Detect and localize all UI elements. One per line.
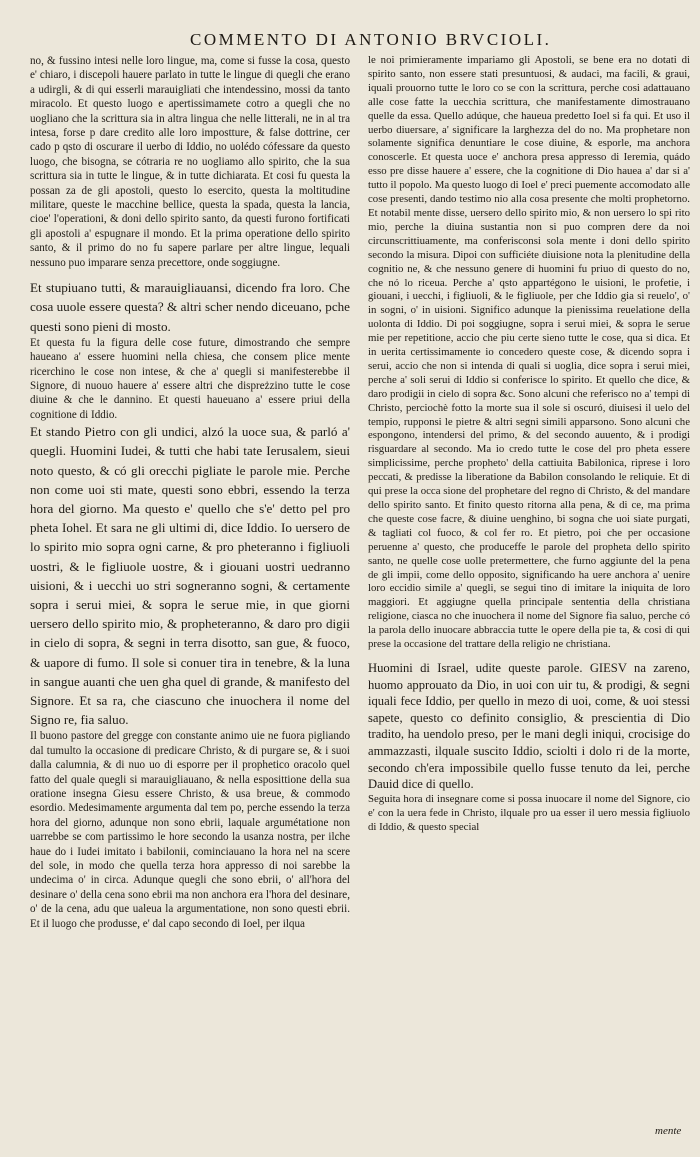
- left-column: [30, 54, 350, 931]
- commentary-paragraph: le noi primieramente impariamo gli Apostoli, se bene era no dotati di spirito santo, non essere stati presuntuosi, & audaci, ma facili, & graui, iquali prouorno tutte le loro co se con la scrittura, perche cosi adattauano alle cose fatte la uecchia scrittura, che manifestamente dimostrauano quelle da essa. Quello adúque, che haueua predetto Ioel si fa qui. Et uso il uerbo diuersare, a' significare la larghezza del do no. Ma prophetare non solamente significa denuntiare le cose diuine, & esporle, ma anchora conoscerle. Et questa uoce e' anchora presa appresso di Ieremia, quádo esso pre disse hauere a' essere, che la cognitione di Dio hauea a' dar si a' tutto il popolo. Ma questo luogo di Ioel e' preci puemente accomodato alle cose presenti, dando testimo nio alla cosa presente che molti prophetorno. Et notabil mente disse, uersero dello spirito mio, & non uersero lo spi rito mio, perche la diuina sustantia non si puo compren dere da noi circunscrittiuamente, ma conferisconsi sola mente i doni dello spirito secondo la misura. Dipoi con sufficiéte diuisione nota la plenitudine della cognitio ne, & che nessuno genere di huomini fu priuo di questo do no, che nó lo riceua. Perche a' qsto appartégono le uisioni, le profetie, i giouani, i uecchi, i figliuoli, & le figliuole, per che Iddio gia si reuelo', o' in sogni, o' in uisioni. Significo adunque la pienissima reuelatione della uolonta di Iddio. Di poi soggiugne, sopra i serui miei, & sopra le serue mie per repetitione, accio che piu certe sieno tutte le cose, qua si dica. Et in uerita certissimamente io concedero queste cose, & dicendo sopra i serui, accio che non si intenda di quali si uoglia, dice sopra i serui miei, perche a' soli serui di Iddio si conferisce lo spirito. Et quello che dice, & daro prodigii in cielo di sopra &c. Sono alcuni che referisco no a' tempi di Christo, perciochè fotto la morte sua il sole si oscuró, diuisesi il uelo del tempio, rupponsi le pietre & altri segni simili apparsono. Sono alcuni che espongono, intendersi del primo, & del secondo auuento, & i prodigi risguardare al secondo. Ma io credo tutte le cose del pro pheta essere simplicissime, perche propheto' della cattiuita Babilonica, riprese i loro peccati, & predisse la liberatione da Babilon consolando le reliquie. Et di qui prese la occa sione del prophetare del regno di Christo, & del mandare dello spirito santo. Et finito questo ritorna alla pena, & di ce, ma prima che queste cose facre, & diuine uenghino, bi sogna che uoi siate purgati, & tagliati col fuoco, & col fer ro. Et pietro, poi che per occasione peruenne a' questo, che produceffe le parole del propheta dello spirito santo, ne quelle cose uolle pretermettere, che furno aggiunte del la pena de gli impii, come dello opposito, significando ha uere anchora a' uenire loro eccidio simile a' quegli, se segui tino di imitare la iniquita de loro maggiori. Et aggiugne quella principale sententia della christiana religione, ciasca no che inuochera il nome del Signore fia saluo, perche có la parola dello inuocare abbraccia tutte le opere della pie ta, & cosi di qui prese la occasione del trattare della religio ne christiana.: [368, 54, 690, 651]
- scripture-verse: Et stando Pietro con gli undici, alzó la uoce sua, & parló a' quegli. Huomini Iudei, & tutti che habi tate Ierusalem, sieui noto questo, & có gli orecchi pigliate le parole mie. Perche non come uoi sti mate, questi sono ebbri, essendo la terza hora del giorno. Ma questo e' quello che s'e' detto pel pro pheta Iohel. Et sara ne gli ultimi di, dice Iddio. Io uersero de lo spirito mio sopra ogni carne, & pro pheteranno i figliuoli uostri, & le figliuole uostre, & i giouani uostri uedranno uisioni, & i uecchi uo stri sogneranno sogni, & certamente sopra i serui miei, & sopra le serue mie, in que giorni uersero dello spirito mio, & propheteranno, & daro pro digii in cielo di sopra, & segni in terra disotto, san gue, & fuoco, & uapore di fumo. Il sole si conuer tira in tenebre, & la luna in sangue auanti che uen gha quel di grande, & manifesto del Signore. Et sa ra, che ciascuno che inuochera il nome del Signo re, fia saluo.: [30, 424, 350, 728]
- commentary-paragraph: Seguita hora di insegnare come si possa inuocare il nome del Signore, cio e' con la uera fede in Christo, ilquale pro ua esser il uero messia figliuolo di Iddio, & questo special: [368, 792, 690, 833]
- scripture-verse: Et stupiuano tutti, & marauigliauansi, dicendo fra loro. Che cosa uuole essere questa? & altri scher nendo diceuano, pche questi sono pieni di mosto.: [30, 280, 350, 334]
- commentary-paragraph: Et questa fu la figura delle cose future, dimostrando che sempre haueano a' essere huomini nella chiesa, che consem plice mente ricerchino le cose non intese, & che a' quegli si manifesterebbe il Signore, di nuouo hauere a' essere altri che dispreżzino tutte le cose diuine & che le dannino. Et questi haueuano a' essere priui della cognitione di Iddio.: [30, 336, 350, 421]
- commentary-paragraph: Il buono pastore del gregge con constante animo uie ne fuora pigliando dal tumulto la occasione di predicare Christo, & di purgare se, & i suoi dalla calumnia, & di nuo uo di esporre per il prophetico oracolo quel fatto del quale quegli si marauigliauano, & nella esposittione della sua oratione insegna Giesu essere Christo, & usa breue, & commodo esordio. Medesimamente argumenta dal tem po, perche essendo la terza hora del giorno, adunque non sono ebrii, laquale argumétatione non uarrebbe se com partissimo le hore secondo la usanza nostra, per ilche haue do i Iudei imitato i babilonii, cominciauano la hora nel na scere del sole, in modo che quella terza hora appresso di noi sarebbe la undecima o' in circa. Adunque quegli che sono ebrii, o' all'hora del desinare o' della cena sono ebrii ma non anchora era l'hora del desinare, o' de la cena, adu que ualeua la argumentatione, non sono questi ebrii. Et il luogo che produsse, e' dal capo secondo di Ioel, per ilqua: [30, 730, 350, 930]
- right-column: [368, 54, 690, 834]
- catchword: mente: [655, 1125, 682, 1137]
- scripture-verse: Huomini di Israel, udite queste parole. GIESV na zareno, huomo approuato da Dio, in uoi con uir tu, & prodigi, & segni iquali fece Iddio, per quello in mezo di uoi, come, & uoi stessi sapete, questo co definito consiglio, & prescientia di Dio tradito, ha uendolo preso, per le mani degli iniqui, crocisige do ammazzasti, ilquale suscito Iddio, sciolti i dolo ri de la morte, secondo ch'era impossibile quello fusse tenuto da lei, perche Dauid dice di quello.: [368, 660, 690, 792]
- running-header: COMMENTO DI ANTONIO BRVCIOLI.: [190, 30, 552, 49]
- commentary-paragraph: no, & fussino intesi nelle loro lingue, ma, come si fusse la cosa, questo e' chiaro, i discepoli hauere parlato in tutte le lingue di quegli che erano a udirgli, & di qui esserli marauigliati che intendessino, mossi da tanto miracolo. Et questo luogo e apertissimamete cotro a quegli che no uogliano che la scrittura sia in altra lingua che nelle litterali, ne in al tra intesa, forse p dare credito alle loro impostture, & false dottrine, cer cado p qsto di oscurare il uerbo di Iddio, no uolédo cófessare da questo luogo, che bisogna, se cótraria re no uogliamo allo spirito, che la sua scrittura sia in tutte le lingue, & in tutte dichiarata. Et cosi fu questa la possan za de gli apostoli, questo lo esercito, questa la moltitudine militare, queste le macchine bellice, questa la spada, questa la lancia, cioe' l'operationi, & doni dello spirito santo, da questi furono fortificati gli apostoli a' espugnare il mondo. Et la prima operatione dello spirito santo, & il primo do no fu sapere parlare per altre lingue, lequali nessuno puo imparare senza precettore, onde soggiugne.: [30, 55, 350, 269]
